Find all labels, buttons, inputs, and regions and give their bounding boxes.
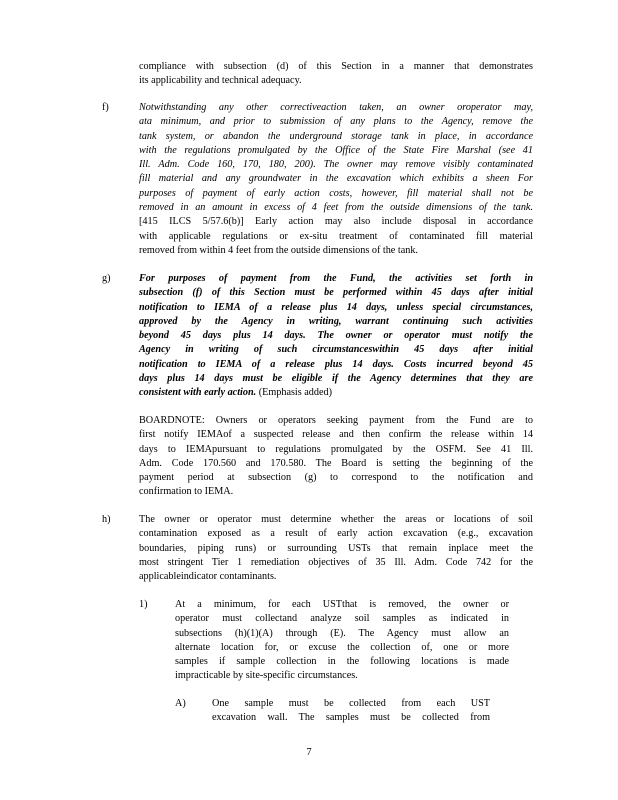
item-1-label: 1)	[139, 599, 148, 610]
emphasis-note: (Emphasis added)	[258, 387, 332, 399]
item-a-text	[212, 697, 490, 726]
text-line: with applicable regulations or ex-situ treatment of contaminated fill material	[139, 230, 533, 242]
text-line: impracticable by site-specific circumstances.	[175, 670, 358, 682]
text-line: operator must collectand analyze soil samples as indicated in	[175, 613, 509, 625]
italic-line: Ill. Adm. Code 160, 170, 180, 200). The owner may remove visibly contaminated	[139, 159, 533, 171]
text-line: confirmation to IEMA.	[139, 486, 234, 498]
item-1-text	[175, 598, 509, 684]
text-line	[139, 386, 533, 400]
italic-line: with the regulations promulgated by the Office of the State Fire Marshal (see 41	[139, 144, 533, 156]
italic-line: removed in an amount in excess of 4 feet from the outside dimensions of the tank.	[139, 202, 533, 214]
text-line: The owner or operator must determine whether the areas or locations of soil	[139, 514, 533, 525]
text-line: compliance with subsection (d) of this Section in a manner that demonstrates	[139, 61, 533, 72]
text-line: Adm. Code 170.560 and 170.580. The Board is setting the beginning of the	[139, 457, 533, 469]
text-line: alternate location for, or excuse the collection of, one or more	[175, 641, 509, 653]
continuation-paragraph	[139, 60, 533, 89]
text-line: One sample must be collected from each UST	[212, 698, 490, 709]
italic-line: purposes of payment of early action costs, however, fill material shall not be	[139, 187, 533, 199]
section-g-label: g)	[102, 273, 111, 284]
item-a-label: A)	[175, 698, 186, 709]
bold-italic-line: notification to IEMA of a release plus 14 days, unless special circumstances,	[139, 301, 533, 313]
text-line: contamination exposed as a result of early action excavation (e.g., excavation	[139, 528, 533, 540]
board-note	[139, 414, 533, 500]
bold-italic-line: beyond 45 days plus 14 days. The owner or operator must notify the	[139, 330, 533, 342]
italic-line: fill material and any groundwater in the excavation which exhibits a sheen For	[139, 173, 533, 185]
bold-italic-line: For purposes of payment from the Fund, the activities set forth in	[139, 273, 533, 284]
text-line: days to IEMApursuant to regulations promulgated by the OSFM. See 41 Ill.	[139, 443, 533, 455]
section-f-label: f)	[102, 102, 109, 113]
text-line: BOARDNOTE: Owners or operators seeking payment from the Fund are to	[139, 415, 533, 426]
text-line: most stringent Tier 1 remediation objectives of 35 Ill. Adm. Code 742 for the	[139, 556, 533, 568]
text-line: subsections (h)(1)(A) through (E). The Agency must allow an	[175, 627, 509, 639]
section-h-text	[139, 513, 533, 584]
text-line: applicableindicator contaminants.	[139, 571, 277, 583]
bold-italic-line: Agency in writing of such circumstanceswithin 45 days after initial	[139, 344, 533, 356]
text-line: first notify IEMAof a suspected release and then confirm the release within 14	[139, 429, 533, 441]
section-h-label: h)	[102, 514, 111, 525]
bold-italic-line: notification to IEMA of a release plus 14 days. Costs incurred beyond 45	[139, 358, 533, 370]
text-line: samples if sample collection in the following locations is made	[175, 656, 509, 668]
text-line: At a minimum, for each USTthat is removed, the owner or	[175, 599, 509, 610]
italic-line: Notwithstanding any other correctiveaction taken, an owner oroperator may,	[139, 102, 533, 113]
italic-line: tank system, or abandon the underground storage tank in place, in accordance	[139, 130, 533, 142]
text-line: [415 ILCS 5/57.6(b)] Early action may also include disposal in accordance	[139, 216, 533, 228]
bold-italic-line: days plus 14 days must be eligible if the Agency determines that they are	[139, 373, 533, 385]
text-line: its applicability and technical adequacy.	[139, 75, 302, 87]
text-line: payment period at subsection (g) to correspond to the notification and	[139, 472, 533, 484]
bold-italic-line: approved by the Agency in writing, warrant continuing such activities	[139, 315, 533, 327]
page-number: 7	[306, 747, 312, 758]
text-line: excavation wall. The samples must be collected from	[212, 712, 490, 724]
text-line: boundaries, piping runs) or surrounding USTs that remain inplace meet the	[139, 542, 533, 554]
bold-italic-line: subsection (f) of this Section must be performed within 45 days after initial	[139, 287, 533, 299]
section-f-text	[139, 101, 533, 258]
italic-line: ata minimum, and prior to submission of any plans to the Agency, remove the	[139, 116, 533, 128]
bold-italic-line: consistent with early action.	[139, 387, 257, 399]
text-line: removed from within 4 feet from the outside dimensions of the tank.	[139, 244, 418, 256]
section-g-text	[139, 272, 533, 401]
